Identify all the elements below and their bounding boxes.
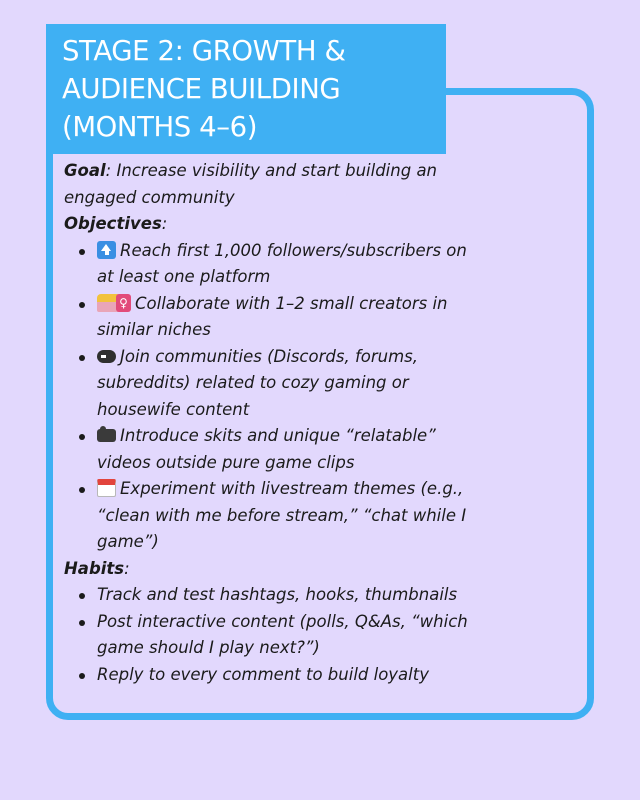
objectives-heading: Objectives:: [64, 214, 168, 233]
objective-item: Join communities (Discords, forums, subreddits) related to cozy gaming or housewife content: [64, 344, 584, 424]
up-arrow-icon: [97, 241, 116, 259]
video-camera-icon: [97, 429, 116, 442]
goal-text: engaged community: [64, 187, 235, 207]
objectives-label: Objectives: [64, 214, 162, 233]
calendar-icon: [97, 479, 116, 497]
title-line: AUDIENCE BUILDING: [62, 73, 341, 105]
title-line: STAGE 2: GROWTH &: [62, 35, 346, 67]
habits-section: [64, 556, 584, 689]
habit-item: Track and test hashtags, hooks, thumbnails: [64, 582, 584, 609]
habit-item: Reply to every comment to build loyalty: [64, 662, 584, 689]
habits-heading: Habits:: [64, 558, 130, 578]
goal-section: [64, 158, 584, 211]
objectives-section: [64, 211, 584, 556]
habit-item: Post interactive content (polls, Q&As, “which game should I play next?”): [64, 609, 584, 662]
objective-item: Introduce skits and unique “relatable” videos outside pure game clips: [64, 423, 584, 476]
objective-item: Reach first 1,000 followers/subscribers on at least one platform: [64, 238, 584, 291]
objective-item: Experiment with livestream themes (e.g., “clean with me before stream,” “chat while I game”): [64, 476, 584, 556]
habits-list: [64, 582, 584, 688]
title-line: (MONTHS 4–6): [62, 111, 258, 143]
goal-label: Goal: [64, 161, 106, 180]
goal-line: [64, 158, 584, 185]
objective-item: ♀ Collaborate with 1–2 small creators in similar niches: [64, 291, 584, 344]
stage-content: [64, 158, 584, 688]
game-controller-icon: [97, 350, 116, 363]
people-icon: ♀: [97, 294, 131, 312]
goal-text: : Increase visibility and start building an: [105, 161, 438, 180]
habits-label: Habits: [64, 558, 125, 578]
title-banner: [46, 24, 446, 154]
objectives-list: [64, 238, 584, 556]
